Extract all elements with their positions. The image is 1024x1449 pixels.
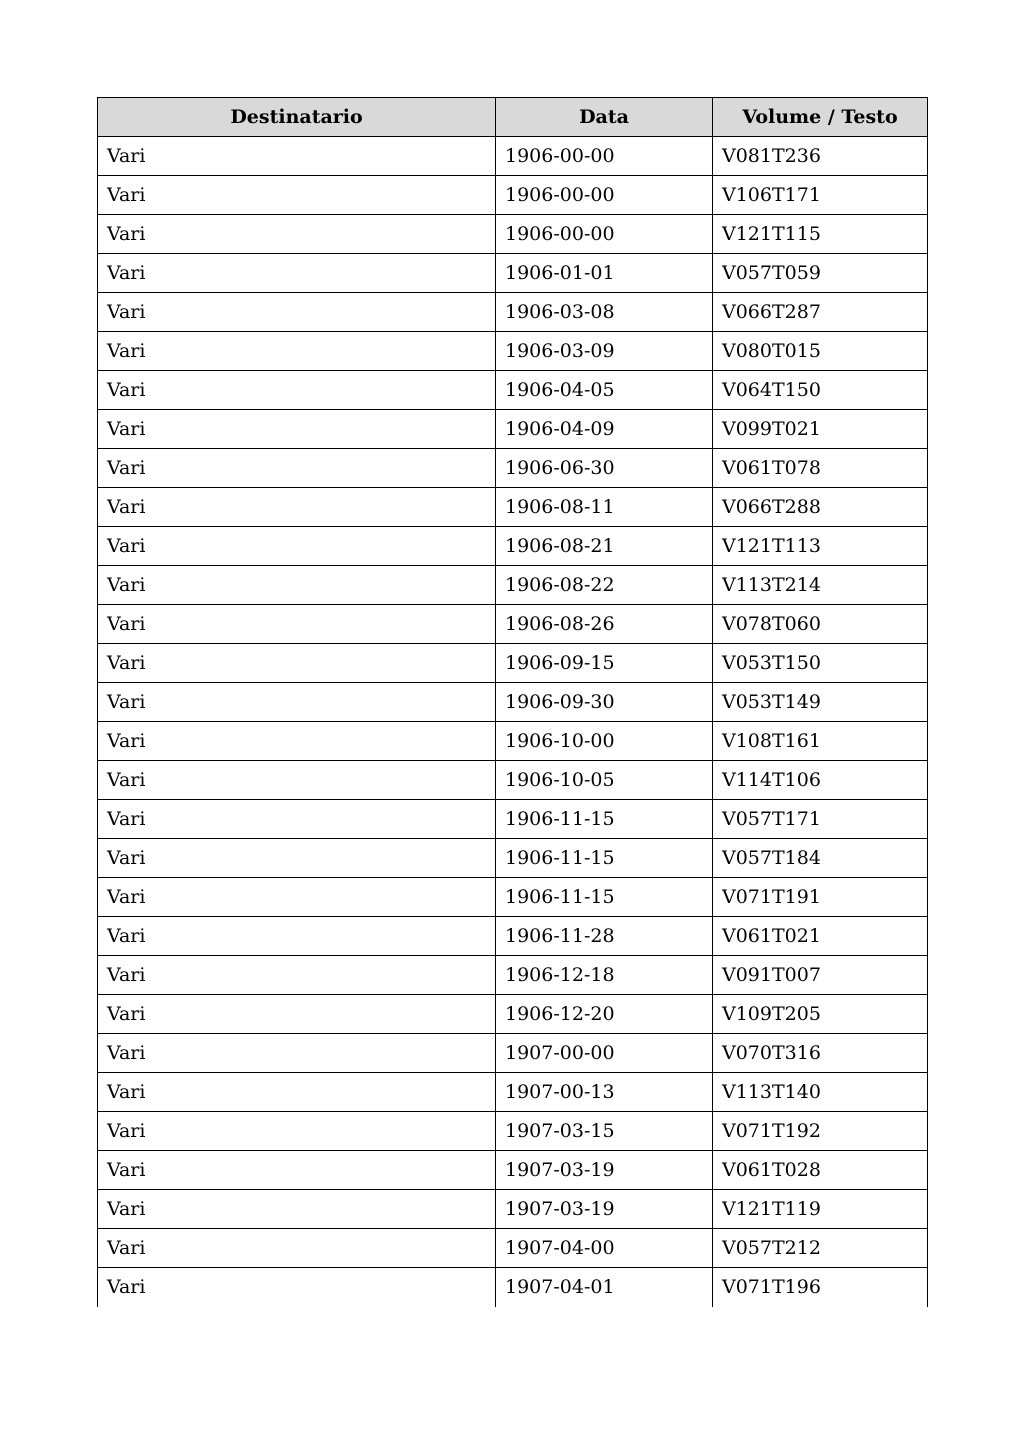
table-row [98,1073,928,1112]
cell-data: 1906-01-01 [496,254,713,293]
table-row [98,917,928,956]
table-row [98,878,928,917]
cell-destinatario: Vari [98,1268,496,1307]
cell-data: 1906-12-20 [496,995,713,1034]
cell-volume-testo: V113T140 [713,1073,928,1112]
cell-destinatario: Vari [98,332,496,371]
table-row [98,1268,928,1307]
cell-volume-testo: V061T021 [713,917,928,956]
cell-data: 1906-03-08 [496,293,713,332]
cell-data: 1906-09-30 [496,683,713,722]
cell-destinatario: Vari [98,722,496,761]
cell-volume-testo: V057T212 [713,1229,928,1268]
cell-volume-testo: V106T171 [713,176,928,215]
cell-volume-testo: V113T214 [713,566,928,605]
cell-destinatario: Vari [98,995,496,1034]
table-row [98,488,928,527]
cell-data: 1906-11-15 [496,878,713,917]
table-body [98,137,928,1307]
cell-data: 1907-00-13 [496,1073,713,1112]
cell-volume-testo: V057T184 [713,839,928,878]
cell-data: 1906-00-00 [496,215,713,254]
column-header-data: Data [496,98,713,137]
cell-destinatario: Vari [98,1073,496,1112]
cell-destinatario: Vari [98,800,496,839]
cell-volume-testo: V066T287 [713,293,928,332]
cell-destinatario: Vari [98,683,496,722]
cell-volume-testo: V108T161 [713,722,928,761]
cell-destinatario: Vari [98,605,496,644]
cell-volume-testo: V053T149 [713,683,928,722]
cell-data: 1906-10-00 [496,722,713,761]
table-row [98,566,928,605]
cell-destinatario: Vari [98,1229,496,1268]
cell-data: 1906-00-00 [496,176,713,215]
cell-destinatario: Vari [98,527,496,566]
table-row [98,1112,928,1151]
cell-volume-testo: V078T060 [713,605,928,644]
cell-destinatario: Vari [98,1190,496,1229]
table-row [98,761,928,800]
cell-volume-testo: V109T205 [713,995,928,1034]
cell-data: 1906-08-22 [496,566,713,605]
cell-volume-testo: V057T059 [713,254,928,293]
cell-destinatario: Vari [98,644,496,683]
cell-data: 1907-03-19 [496,1151,713,1190]
cell-destinatario: Vari [98,137,496,176]
column-header-volume-testo: Volume / Testo [713,98,928,137]
cell-volume-testo: V070T316 [713,1034,928,1073]
table-row [98,722,928,761]
cell-destinatario: Vari [98,1112,496,1151]
header-row [98,98,928,137]
cell-destinatario: Vari [98,254,496,293]
table-row [98,137,928,176]
column-header-destinatario: Destinatario [98,98,496,137]
cell-data: 1906-06-30 [496,449,713,488]
cell-destinatario: Vari [98,761,496,800]
table-row [98,215,928,254]
table-row [98,1229,928,1268]
cell-destinatario: Vari [98,410,496,449]
cell-volume-testo: V061T078 [713,449,928,488]
cell-destinatario: Vari [98,293,496,332]
cell-data: 1906-04-09 [496,410,713,449]
table-row [98,1034,928,1073]
table-row [98,644,928,683]
cell-volume-testo: V066T288 [713,488,928,527]
table-row [98,449,928,488]
cell-data: 1906-11-15 [496,800,713,839]
cell-destinatario: Vari [98,1151,496,1190]
cell-data: 1906-08-26 [496,605,713,644]
cell-data: 1907-00-00 [496,1034,713,1073]
cell-destinatario: Vari [98,878,496,917]
cell-data: 1906-00-00 [496,137,713,176]
cell-volume-testo: V064T150 [713,371,928,410]
cell-data: 1906-08-21 [496,527,713,566]
cell-data: 1906-09-15 [496,644,713,683]
cell-volume-testo: V053T150 [713,644,928,683]
cell-volume-testo: V121T119 [713,1190,928,1229]
cell-volume-testo: V081T236 [713,137,928,176]
table-row [98,332,928,371]
cell-destinatario: Vari [98,371,496,410]
cell-destinatario: Vari [98,449,496,488]
table-row [98,683,928,722]
cell-volume-testo: V071T191 [713,878,928,917]
cell-destinatario: Vari [98,917,496,956]
table-row [98,605,928,644]
cell-destinatario: Vari [98,1034,496,1073]
table-row [98,800,928,839]
cell-data: 1907-04-00 [496,1229,713,1268]
table-header [98,98,928,137]
cell-destinatario: Vari [98,566,496,605]
cell-data: 1907-03-19 [496,1190,713,1229]
cell-destinatario: Vari [98,176,496,215]
cell-data: 1906-12-18 [496,956,713,995]
table-row [98,1151,928,1190]
cell-data: 1907-03-15 [496,1112,713,1151]
table-row [98,956,928,995]
table-row [98,293,928,332]
table-row [98,839,928,878]
cell-destinatario: Vari [98,488,496,527]
cell-data: 1906-04-05 [496,371,713,410]
cell-data: 1907-04-01 [496,1268,713,1307]
cell-volume-testo: V057T171 [713,800,928,839]
table-row [98,527,928,566]
table-row [98,371,928,410]
cell-volume-testo: V071T192 [713,1112,928,1151]
table-row [98,176,928,215]
cell-volume-testo: V114T106 [713,761,928,800]
cell-volume-testo: V099T021 [713,410,928,449]
table-row [98,1190,928,1229]
cell-data: 1906-03-09 [496,332,713,371]
cell-data: 1906-10-05 [496,761,713,800]
table-row [98,995,928,1034]
cell-volume-testo: V061T028 [713,1151,928,1190]
cell-volume-testo: V121T115 [713,215,928,254]
cell-data: 1906-11-15 [496,839,713,878]
cell-volume-testo: V091T007 [713,956,928,995]
cell-volume-testo: V080T015 [713,332,928,371]
cell-destinatario: Vari [98,839,496,878]
cell-volume-testo: V121T113 [713,527,928,566]
cell-data: 1906-11-28 [496,917,713,956]
cell-destinatario: Vari [98,215,496,254]
cell-data: 1906-08-11 [496,488,713,527]
cell-volume-testo: V071T196 [713,1268,928,1307]
letters-table [97,97,928,1307]
cell-destinatario: Vari [98,956,496,995]
table-row [98,254,928,293]
table-row [98,410,928,449]
